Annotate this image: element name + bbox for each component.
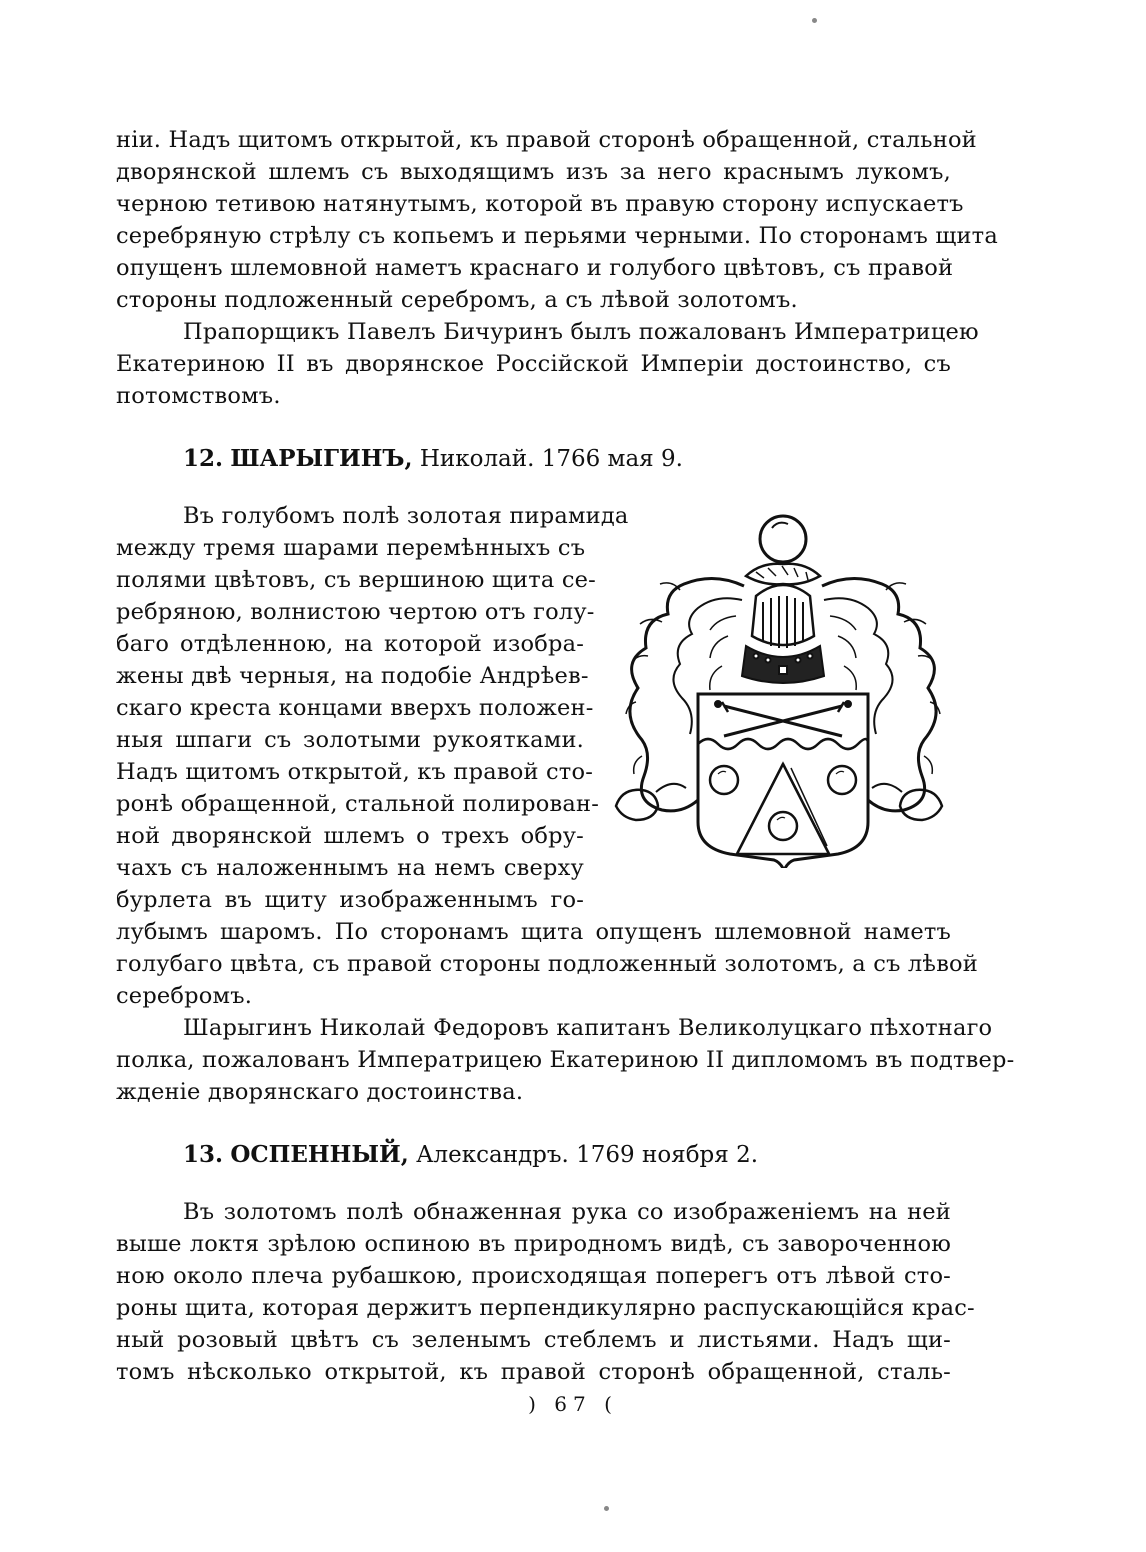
entry-surname: ШАРЫГИНЪ, — [230, 445, 413, 472]
text-line: серебряную стрѣлу съ копьемъ и перьями черными. По сторонамъ щита — [116, 223, 998, 249]
text-line: серебромъ. — [116, 983, 253, 1009]
entry-number: 12. — [183, 445, 224, 472]
entry-heading-12 — [183, 443, 683, 475]
text-line: бурлета въ щиту изображеннымъ го- — [116, 887, 584, 913]
text-line: между тремя шарами перемѣнныхъ съ — [116, 535, 586, 561]
text-line: дворянской шлемъ съ выходящимъ изъ за него краснымъ лукомъ, — [116, 159, 951, 185]
text-line: потомствомъ. — [116, 383, 281, 409]
text-line: полка, пожалованъ Императрицею Екатериною II дипломомъ въ подтвер- — [116, 1047, 1015, 1073]
text-line: ребряною, волнистою чертою отъ голу- — [116, 599, 595, 625]
text-line: голубаго цвѣта, съ правой стороны подложенный золотомъ, а съ лѣвой — [116, 951, 979, 977]
text-line: баго отдѣленною, на которой изобра- — [116, 631, 584, 657]
text-line: скаго креста концами вверхъ положен- — [116, 695, 594, 721]
text-line: роны щита, которая держитъ перпендикулярно распускающiйся крас- — [116, 1295, 975, 1321]
entry-details: Николай. 1766 мая 9. — [419, 446, 683, 472]
text-line: ной дворянской шлемъ о трехъ обру- — [116, 823, 584, 849]
coat-of-arms-illustration — [596, 506, 962, 868]
text-line: ронѣ обращенной, стальной полирован- — [116, 791, 600, 817]
scan-speck — [604, 1506, 609, 1511]
entry-heading-13 — [183, 1139, 758, 1171]
text-line: Надъ щитомъ открытой, къ правой сто- — [116, 759, 593, 785]
text-line: опущенъ шлемовной наметъ краснаго и голубого цвѣтовъ, съ правой — [116, 255, 954, 281]
text-line: Екатериною II въ дворянское Россiйской Имперiи достоинство, съ — [116, 351, 951, 377]
text-line: Прапорщикъ Павелъ Бичуринъ былъ пожалованъ Императрицею — [183, 319, 979, 345]
entry-surname: ОСПЕННЫЙ, — [230, 1141, 409, 1168]
text-line: томъ нѣсколько открытой, къ правой сторонѣ обращенной, сталь- — [116, 1359, 951, 1385]
scan-speck — [812, 18, 817, 23]
text-line: черною тетивою натянутымъ, которой въ правую сторону испускаетъ — [116, 191, 964, 217]
entry-number: 13. — [183, 1141, 224, 1168]
text-line: стороны подложенный серебромъ, а съ лѣвой золотомъ. — [116, 287, 798, 313]
entry-details: Александръ. 1769 ноября 2. — [416, 1142, 759, 1168]
text-line: Въ золотомъ полѣ обнаженная рука со изображенiемъ на ней — [183, 1199, 951, 1225]
text-line: ныя шпаги съ золотыми рукоятками. — [116, 727, 584, 753]
text-line: полями цвѣтовъ, съ вершиною щита се- — [116, 567, 596, 593]
text-line: жены двѣ черныя, на подобiе Андрѣев- — [116, 663, 589, 689]
text-line: жденiе дворянскаго достоинства. — [116, 1079, 524, 1105]
text-line: Въ голубомъ полѣ золотая пирамида — [183, 503, 629, 529]
text-line: выше локтя зрѣлою оспиною въ природномъ видѣ, съ завороченною — [116, 1231, 951, 1257]
text-line: нiи. Надъ щитомъ открытой, къ правой сторонѣ обращенной, стальной — [116, 127, 977, 153]
page-number: ) 67 ( — [528, 1392, 618, 1416]
text-line: ный розовый цвѣтъ съ зеленымъ стеблемъ и листьями. Надъ щи- — [116, 1327, 951, 1353]
text-line: чахъ съ наложеннымъ на немъ сверху — [116, 855, 584, 881]
text-line: лубымъ шаромъ. По сторонамъ щита опущенъ шлемовной наметъ — [116, 919, 951, 945]
text-line: Шарыгинъ Николай Федоровъ капитанъ Великолуцкаго пѣхотнаго — [183, 1015, 993, 1041]
text-line: ною около плеча рубашкою, происходящая поперегъ отъ лѣвой сто- — [116, 1263, 951, 1289]
